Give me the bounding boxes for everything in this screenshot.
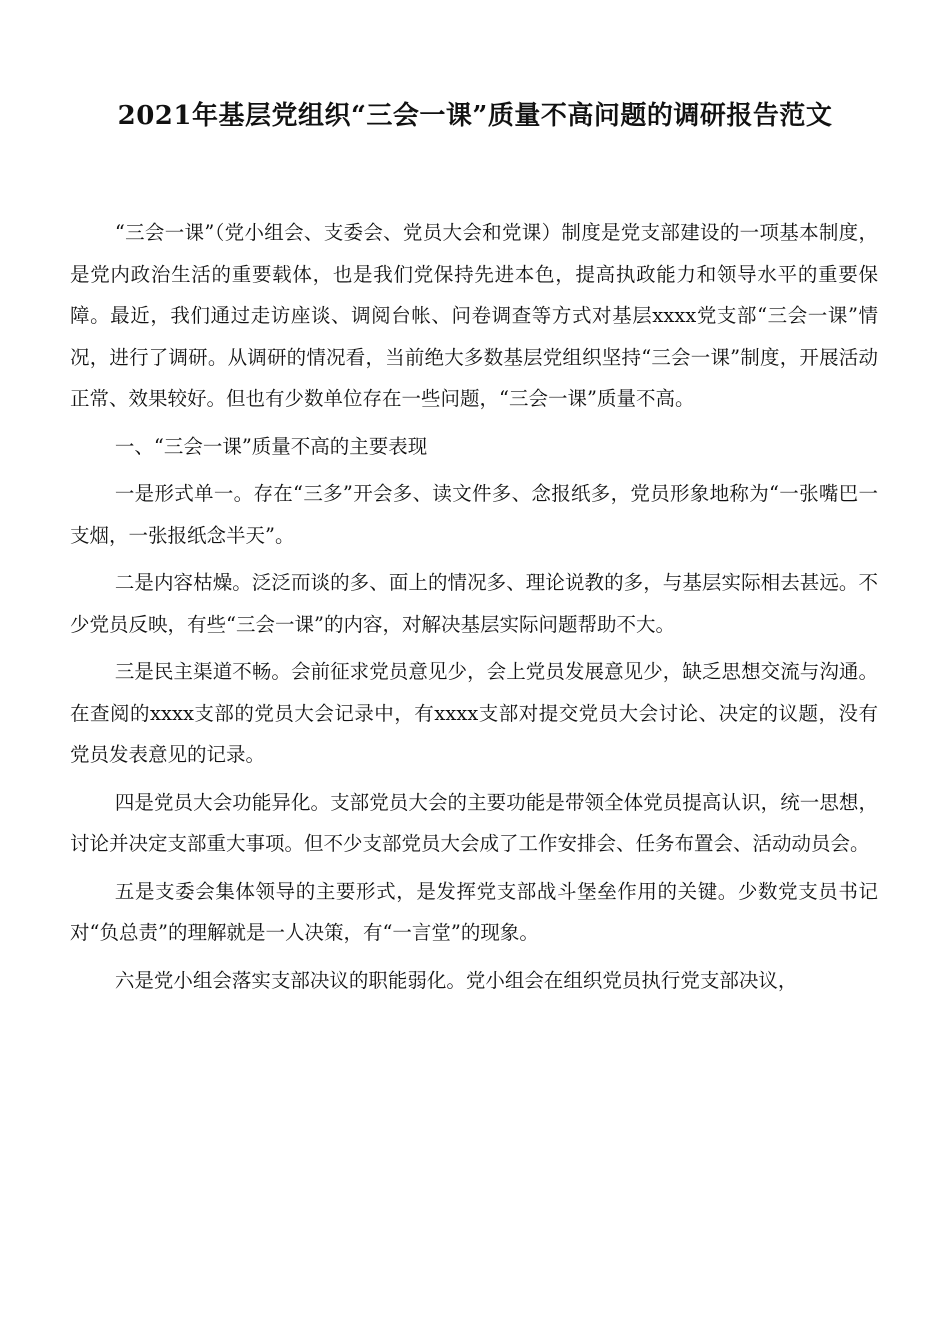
paragraph-intro: “三会一课”（党小组会、支委会、党员大会和党课）制度是党支部建设的一项基本制度，是党内政治生活的重要载体，也是我们党保持先进本色，提高执政能力和领导水平的重要保障。最近，我们通过走访座谈、调阅台帐、问卷调查等方式对基层xxxx党支部“三会一课”情况，进行了调研。从调研的情况看，当前绝大多数基层党组织坚持“三会一课”制度，开展活动正常、效果较好。但也有少数单位存在一些问题，“三会一课”质量不高。 <box>70 221 878 410</box>
paragraph-point-3: 三是民主渠道不畅。会前征求党员意见少，会上党员发展意见少，缺乏思想交流与沟通。在查阅的xxxx支部的党员大会记录中，有xxxx支部对提交党员大会讨论、决定的议题，没有党员发表意见的记录。 <box>70 660 878 766</box>
document-title: 2021年基层党组织“三会一课”质量不高问题的调研报告范文 <box>117 101 833 131</box>
paragraph-point-1: 一是形式单一。存在“三多”开会多、读文件多、念报纸多，党员形象地称为“一张嘴巴一支烟，一张报纸念半天”。 <box>70 482 878 547</box>
paragraph-point-6: 六是党小组会落实支部决议的职能弱化。党小组会在组织党员执行党支部决议， <box>114 968 798 992</box>
paragraph-point-4: 四是党员大会功能异化。支部党员大会的主要功能是带领全体党员提高认识，统一思想，讨论并决定支部重大事项。但不少支部党员大会成了工作安排会、任务布置会、活动动员会。 <box>70 790 878 855</box>
paragraph-point-5: 五是支委会集体领导的主要形式，是发挥党支部战斗堡垒作用的关键。少数党支员书记对“负总责”的理解就是一人决策，有“一言堂”的现象。 <box>70 879 878 944</box>
paragraph-point-2: 二是内容枯燥。泛泛而谈的多、面上的情况多、理论说教的多，与基层实际相去甚远。不少党员反映，有些“三会一课”的内容，对解决基层实际问题帮助不大。 <box>70 571 878 636</box>
section-heading-1: 一、“三会一课”质量不高的主要表现 <box>114 434 428 458</box>
document-body <box>70 212 878 1001</box>
